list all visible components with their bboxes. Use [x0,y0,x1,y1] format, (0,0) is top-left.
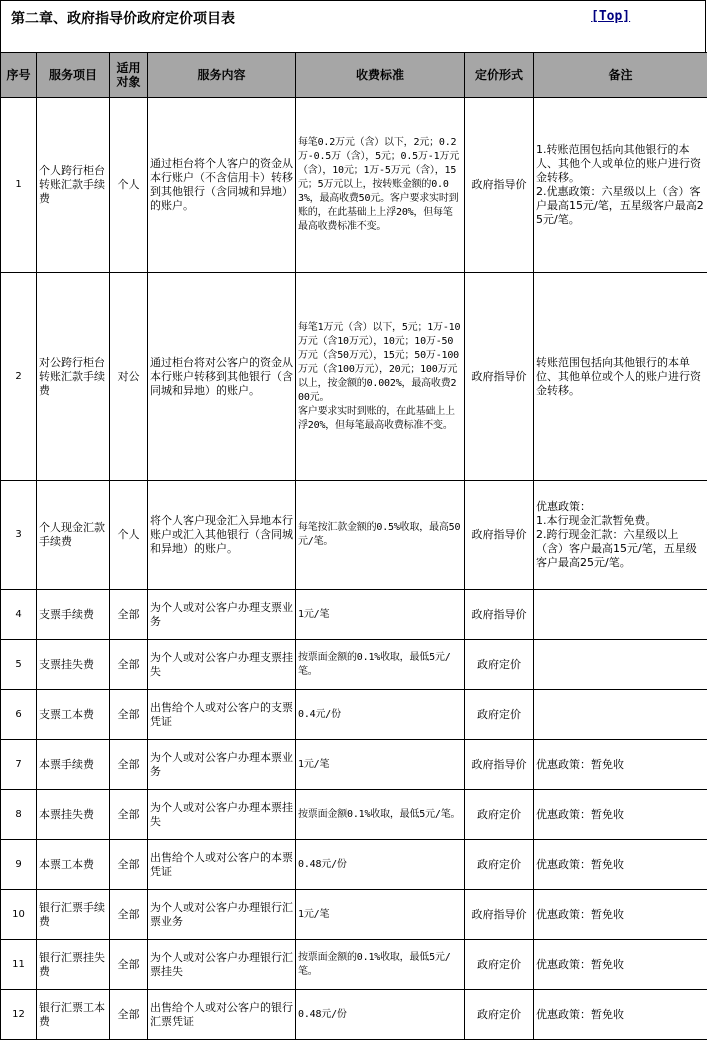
row-number: 3 [1,481,37,590]
col-header-content: 服务内容 [148,53,296,98]
row-number: 5 [1,640,37,690]
table-row [1,840,707,890]
col-header-note: 备注 [534,53,707,98]
header-row [1,53,707,98]
col-header-target: 适用对象 [110,53,148,98]
fee-standard: 每笔0.2万元（含）以下，2元；0.2万-0.5万（含），5元；0.5万-1万元（含），10元；1万-5万元（含），15元；5万元以上，按转账金额的0.03%，最高收费50元。客户要求实时到账的，在此基础上上浮20%，但每笔最高收费标准不变。 [296,98,465,273]
target-audience: 全部 [110,790,148,840]
target-audience: 全部 [110,740,148,790]
pricing-form: 政府定价 [465,990,534,1040]
service-content: 为个人或对公客户办理银行汇票业务 [148,890,296,940]
fee-standard: 按票面金额0.1%收取，最低5元/笔。 [296,790,465,840]
service-item: 银行汇票手续费 [37,890,110,940]
remark: 1.转账范围包括向其他银行的本人、其他个人或单位的账户进行资金转移。 2.优惠政策：六星级以上（含）客户最高15元/笔，五星级客户最高25元/笔。 [534,98,707,273]
col-header-no: 序号 [1,53,37,98]
service-content: 为个人或对公客户办理支票挂失 [148,640,296,690]
service-content: 出售给个人或对公客户的支票凭证 [148,690,296,740]
service-content: 为个人或对公客户办理银行汇票挂失 [148,940,296,990]
row-number: 12 [1,990,37,1040]
pricing-form: 政府定价 [465,840,534,890]
table-row [1,690,707,740]
page-title: 第二章、政府指导价政府定价项目表 [11,8,235,28]
remark: 优惠政策：暂免收 [534,840,707,890]
service-item: 支票工本费 [37,690,110,740]
remark: 优惠政策：暂免收 [534,740,707,790]
target-audience: 个人 [110,98,148,273]
pricing-form: 政府指导价 [465,590,534,640]
row-number: 7 [1,740,37,790]
target-audience: 全部 [110,690,148,740]
target-audience: 全部 [110,840,148,890]
remark: 转账范围包括向其他银行的本单位、其他单位或个人的账户进行资金转移。 [534,273,707,481]
fee-standard: 0.4元/份 [296,690,465,740]
service-item: 个人跨行柜台转账汇款手续费 [37,98,110,273]
pricing-form: 政府指导价 [465,740,534,790]
row-number: 11 [1,940,37,990]
title-bar [0,0,706,52]
remark [534,590,707,640]
fee-standard: 1元/笔 [296,590,465,640]
remark: 优惠政策：暂免收 [534,890,707,940]
fee-standard: 每笔1万元（含）以下，5元；1万-10万元（含10万元），10元；10万-50万元（含50万元），15元；50万-100万元（含100万元），20元；100万元以上，按金额的0.002%，最高收费200元。 客户要求实时到账的，在此基础上上浮20%，但每笔最高收费标准不变。 [296,273,465,481]
col-header-pricing: 定价形式 [465,53,534,98]
table-row [1,790,707,840]
row-number: 6 [1,690,37,740]
table-row [1,890,707,940]
service-content: 出售给个人或对公客户的本票凭证 [148,840,296,890]
target-audience: 对公 [110,273,148,481]
pricing-form: 政府定价 [465,640,534,690]
target-audience: 全部 [110,990,148,1040]
table-row [1,98,707,273]
target-audience: 全部 [110,590,148,640]
table-row [1,273,707,481]
service-content: 通过柜台将个人客户的资金从本行账户（不含信用卡）转移到其他银行（含同城和异地）的账户。 [148,98,296,273]
remark: 优惠政策： 1.本行现金汇款暂免费。 2.跨行现金汇款：六星级以上（含）客户最高15元/笔，五星级客户最高25元/笔。 [534,481,707,590]
service-content: 出售给个人或对公客户的银行汇票凭证 [148,990,296,1040]
target-audience: 个人 [110,481,148,590]
fee-standard: 0.48元/份 [296,840,465,890]
service-item: 个人现金汇款手续费 [37,481,110,590]
fee-standard: 按票面金额的0.1%收取，最低5元/笔。 [296,640,465,690]
service-item: 支票挂失费 [37,640,110,690]
service-item: 本票挂失费 [37,790,110,840]
service-item: 银行汇票挂失费 [37,940,110,990]
table-row [1,740,707,790]
service-content: 为个人或对公客户办理支票业务 [148,590,296,640]
row-number: 4 [1,590,37,640]
pricing-form: 政府定价 [465,940,534,990]
target-audience: 全部 [110,940,148,990]
remark: 优惠政策：暂免收 [534,790,707,840]
target-audience: 全部 [110,890,148,940]
service-content: 为个人或对公客户办理本票业务 [148,740,296,790]
table-row [1,990,707,1040]
fee-standard: 1元/笔 [296,740,465,790]
service-item: 对公跨行柜台转账汇款手续费 [37,273,110,481]
row-number: 8 [1,790,37,840]
table-row [1,481,707,590]
remark [534,640,707,690]
col-header-item: 服务项目 [37,53,110,98]
service-item: 银行汇票工本费 [37,990,110,1040]
pricing-form: 政府指导价 [465,273,534,481]
service-content: 通过柜台将对公客户的资金从本行账户转移到其他银行（含同城和异地）的账户。 [148,273,296,481]
remark: 优惠政策：暂免收 [534,990,707,1040]
table-row [1,640,707,690]
fee-standard: 按票面金额的0.1%收取，最低5元/笔。 [296,940,465,990]
fee-standard: 0.48元/份 [296,990,465,1040]
pricing-form: 政府指导价 [465,98,534,273]
service-item: 支票手续费 [37,590,110,640]
pricing-form: 政府定价 [465,790,534,840]
fee-table [0,52,707,1040]
table-row [1,590,707,640]
service-content: 将个人客户现金汇入异地本行账户或汇入其他银行（含同城和异地）的账户。 [148,481,296,590]
pricing-form: 政府定价 [465,690,534,740]
col-header-fee: 收费标准 [296,53,465,98]
top-link[interactable]: [Top] [591,9,630,24]
row-number: 2 [1,273,37,481]
pricing-form: 政府指导价 [465,481,534,590]
fee-standard: 1元/笔 [296,890,465,940]
row-number: 9 [1,840,37,890]
row-number: 10 [1,890,37,940]
table-row [1,940,707,990]
pricing-form: 政府指导价 [465,890,534,940]
service-item: 本票工本费 [37,840,110,890]
service-item: 本票手续费 [37,740,110,790]
fee-standard: 每笔按汇款金额的0.5%收取，最高50元/笔。 [296,481,465,590]
target-audience: 全部 [110,640,148,690]
remark: 优惠政策：暂免收 [534,940,707,990]
remark [534,690,707,740]
row-number: 1 [1,98,37,273]
service-content: 为个人或对公客户办理本票挂失 [148,790,296,840]
